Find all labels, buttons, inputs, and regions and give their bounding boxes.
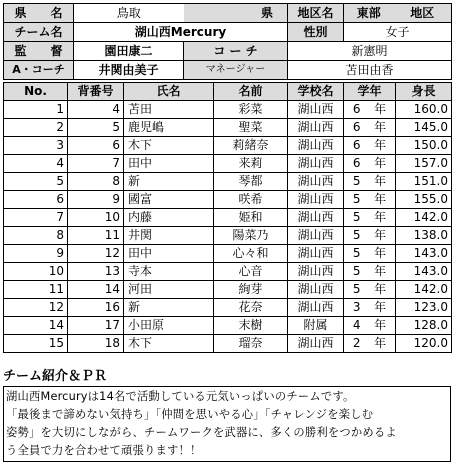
roster-no: 9 [4,245,68,263]
roster-grade-unit: 年 [374,192,387,206]
col-header-no: No. [4,83,68,101]
roster-grade [344,227,396,245]
roster-grade-number: 5 [352,264,361,278]
roster-surname: 鹿児嶋 [124,119,214,137]
roster-row [4,335,452,353]
coach-label: コ ー チ [184,42,288,61]
roster-row [4,191,452,209]
roster-grade-unit: 年 [374,246,387,260]
roster-height: 143.0 [396,263,452,281]
roster-surname: 寺本 [124,263,214,281]
roster-grade-number: 5 [352,228,361,242]
roster-grade-number: 6 [352,120,361,134]
roster-grade-unit: 年 [374,174,387,188]
roster-grade-unit: 年 [374,156,387,170]
roster-grade [344,317,396,335]
roster-surname: 苫田 [124,101,214,119]
roster-row [4,245,452,263]
roster-grade-unit: 年 [374,138,387,152]
roster-no: 1 [4,101,68,119]
roster-no: 3 [4,137,68,155]
roster-height: 128.0 [396,317,452,335]
roster-body [4,101,452,353]
roster-no: 4 [4,155,68,173]
roster-row [4,281,452,299]
col-header-school: 学校名 [288,83,344,101]
roster-row [4,263,452,281]
roster-no: 6 [4,191,68,209]
roster-grade-number: 3 [352,300,361,314]
roster-row [4,209,452,227]
roster-given-name: 絢芽 [214,281,288,299]
roster-school: 湖山西 [288,299,344,317]
roster-no: 2 [4,119,68,137]
roster-grade [344,299,396,317]
roster-surname: 井関 [124,227,214,245]
roster-grade [344,101,396,119]
roster-grade-number: 5 [352,174,361,188]
roster-grade [344,191,396,209]
roster-grade-unit: 年 [374,120,387,134]
roster-grade [344,281,396,299]
roster-surname: 小田原 [124,317,214,335]
roster-school: 湖山西 [288,101,344,119]
roster-grade [344,119,396,137]
roster-jersey: 5 [68,119,124,137]
roster-grade [344,137,396,155]
roster-given-name: 心々和 [214,245,288,263]
region-value: 東部 [344,4,394,23]
roster-row [4,227,452,245]
roster-row [4,173,452,191]
roster-grade-unit: 年 [374,318,387,332]
team-name-label: チーム名 [4,23,74,42]
roster-grade-number: 6 [352,156,361,170]
roster-header-row [4,83,452,101]
roster-school: 湖山西 [288,245,344,263]
roster-jersey: 12 [68,245,124,263]
roster-school: 湖山西 [288,335,344,353]
roster-no: 11 [4,281,68,299]
roster-jersey: 16 [68,299,124,317]
roster-grade-number: 4 [352,318,361,332]
roster-school: 湖山西 [288,119,344,137]
roster-row [4,119,452,137]
pr-text: 湖山西Mercuryは14名で活動している元気いっぱいのチームです。 「最後まで諦めない気持ち」「仲間を思いやる心」「チャレンジを楽しむ 姿勢」を大切にしながら、チームワークを武器に、多くの勝利をつかめるよ う全員で力を合わせて頑張ります！！ [3,386,451,462]
roster-grade-number: 2 [352,336,361,350]
roster-jersey: 17 [68,317,124,335]
roster-grade-number: 5 [352,282,361,296]
roster-school: 湖山西 [288,227,344,245]
roster-grade-number: 6 [352,102,361,116]
team-name-value: 湖山西Mercury [74,23,288,42]
roster-height: 160.0 [396,101,452,119]
roster-given-name: 陽菜乃 [214,227,288,245]
roster-grade-unit: 年 [374,228,387,242]
header-row-assistant [4,61,452,80]
roster-given-name: 瑠奈 [214,335,288,353]
roster-grade [344,263,396,281]
roster-grade-unit: 年 [374,210,387,224]
roster-jersey: 11 [68,227,124,245]
roster-row [4,155,452,173]
roster-row [4,317,452,335]
roster-school: 湖山西 [288,263,344,281]
gender-value: 女子 [344,23,452,42]
col-header-surname: 氏名 [124,83,214,101]
roster-height: 143.0 [396,245,452,263]
roster-given-name: 花奈 [214,299,288,317]
roster-grade-number: 5 [352,246,361,260]
roster-surname: 田中 [124,155,214,173]
roster-grade [344,245,396,263]
roster-jersey: 8 [68,173,124,191]
roster-jersey: 9 [68,191,124,209]
roster-given-name: 莉緒奈 [214,137,288,155]
col-header-height: 身長 [396,83,452,101]
roster-surname: 新 [124,173,214,191]
roster-grade-number: 5 [352,192,361,206]
roster-jersey: 7 [68,155,124,173]
roster-height: 142.0 [396,209,452,227]
roster-no: 14 [4,317,68,335]
roster-surname: 河田 [124,281,214,299]
roster-given-name: 末樹 [214,317,288,335]
roster-row [4,299,452,317]
roster-given-name: 心音 [214,263,288,281]
roster-grade [344,335,396,353]
prefecture-suffix: 県 [184,4,288,23]
roster-no: 5 [4,173,68,191]
roster-jersey: 13 [68,263,124,281]
roster-grade [344,209,396,227]
roster-grade [344,173,396,191]
roster-school: 湖山西 [288,137,344,155]
roster-jersey: 18 [68,335,124,353]
roster-school: 湖山西 [288,173,344,191]
roster-jersey: 6 [68,137,124,155]
gender-label: 性別 [288,23,344,42]
roster-no: 12 [4,299,68,317]
roster-given-name: 咲希 [214,191,288,209]
roster-given-name: 琴都 [214,173,288,191]
roster-height: 155.0 [396,191,452,209]
roster-table [3,82,452,353]
roster-grade-unit: 年 [374,102,387,116]
roster-surname: 木下 [124,335,214,353]
col-header-given: 名前 [214,83,288,101]
roster-grade [344,155,396,173]
manager-value: 園田康二 [74,42,184,61]
roster-school: 湖山西 [288,281,344,299]
roster-school: 湖山西 [288,209,344,227]
roster-height: 157.0 [396,155,452,173]
roster-jersey: 10 [68,209,124,227]
assistant-coach-value: 井関由美子 [74,61,184,80]
team-manager-value: 苫田由香 [288,61,452,80]
roster-height: 120.0 [396,335,452,353]
roster-jersey: 14 [68,281,124,299]
roster-surname: 田中 [124,245,214,263]
header-row-team [4,23,452,42]
col-header-jersey: 背番号 [68,83,124,101]
roster-row [4,101,452,119]
assistant-coach-label: A・コーチ [4,61,74,80]
col-header-grade: 学年 [344,83,396,101]
roster-surname: 木下 [124,137,214,155]
roster-given-name: 来莉 [214,155,288,173]
roster-school: 湖山西 [288,191,344,209]
roster-height: 123.0 [396,299,452,317]
roster-grade-number: 6 [352,138,361,152]
roster-surname: 内藤 [124,209,214,227]
roster-height: 138.0 [396,227,452,245]
roster-grade-unit: 年 [374,282,387,296]
roster-jersey: 4 [68,101,124,119]
region-label: 地区名 [288,4,344,23]
roster-surname: 新 [124,299,214,317]
roster-grade-unit: 年 [374,264,387,278]
roster-given-name: 姫和 [214,209,288,227]
header-row-manager [4,42,452,61]
pr-section-title: チーム紹介＆ＰＲ [3,369,108,384]
roster-given-name: 聖菜 [214,119,288,137]
roster-row [4,137,452,155]
roster-grade-unit: 年 [374,336,387,350]
roster-no: 7 [4,209,68,227]
manager-label: 監 督 [4,42,74,61]
region-suffix: 地区 [394,4,452,23]
roster-school: 湖山西 [288,155,344,173]
team-info-table [3,3,452,80]
roster-grade-unit: 年 [374,300,387,314]
roster-given-name: 彩菜 [214,101,288,119]
roster-height: 151.0 [396,173,452,191]
roster-height: 150.0 [396,137,452,155]
roster-grade-number: 5 [352,210,361,224]
roster-no: 15 [4,335,68,353]
roster-no: 10 [4,263,68,281]
prefecture-label: 県 名 [4,4,74,23]
roster-surname: 國富 [124,191,214,209]
header-row-prefecture [4,4,452,23]
roster-height: 145.0 [396,119,452,137]
coach-value: 新憲明 [288,42,452,61]
roster-no: 8 [4,227,68,245]
prefecture-value: 鳥取 [74,4,184,23]
roster-school: 附属 [288,317,344,335]
team-manager-label: マネージャー [184,61,288,80]
roster-height: 142.0 [396,281,452,299]
